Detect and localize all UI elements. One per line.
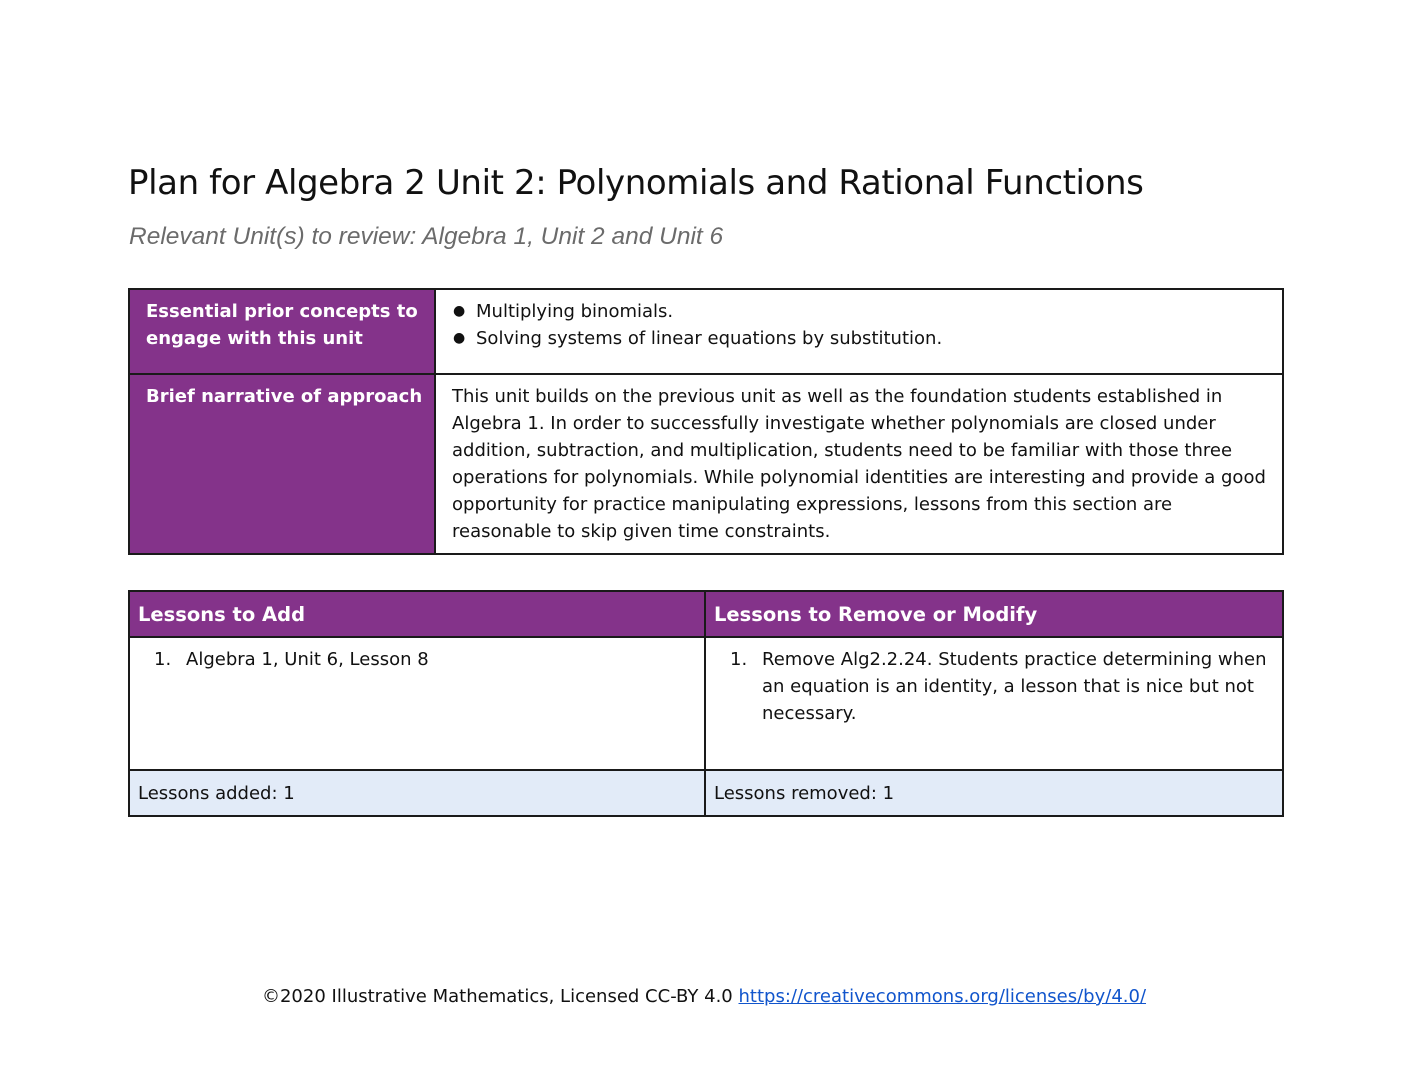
prior-concepts-cell: [435, 289, 1283, 374]
lessons-add-header: Lessons to Add: [129, 591, 705, 637]
list-item: [452, 325, 1266, 352]
footer: [0, 986, 1408, 1007]
lessons-added-count: Lessons added: 1: [129, 770, 705, 816]
lessons-add-cell: [129, 637, 705, 770]
list-number: 1.: [730, 649, 748, 670]
lessons-table: [128, 590, 1284, 817]
overview-table: [128, 288, 1284, 555]
lesson-remove-text: Remove Alg2.2.24. Students practice determining when an equation is an identity, a lesson that is nice but not necessary.: [762, 649, 1267, 724]
list-item: [452, 298, 1266, 325]
list-item: [138, 646, 694, 673]
bullet-icon: ●: [453, 303, 466, 319]
page-title: Plan for Algebra 2 Unit 2: Polynomials and Rational Functions: [128, 163, 1144, 203]
narrative-text: This unit builds on the previous unit as well as the foundation students established in Algebra 1. In order to successfully investigate whether polynomials are closed under addition, subtraction, and multiplication, students need to be familiar with those three operations for polynomials. While polynomial identities are interesting and provide a good opportunity for practice manipulating expressions, lessons from this section are reasonable to skip given time constraints.: [435, 374, 1283, 554]
lessons-remove-cell: [705, 637, 1283, 770]
lesson-add-text: Algebra 1, Unit 6, Lesson 8: [186, 649, 429, 670]
prior-concept-text: Solving systems of linear equations by substitution.: [476, 328, 943, 349]
lessons-add-list: [138, 646, 694, 673]
list-number: 1.: [154, 649, 172, 670]
lessons-list-row: [129, 637, 1283, 770]
narrative-label: Brief narrative of approach: [129, 374, 435, 554]
bullet-icon: ●: [453, 330, 466, 346]
lessons-remove-header: Lessons to Remove or Modify: [705, 591, 1283, 637]
lessons-count-row: [129, 770, 1283, 816]
lessons-header-row: [129, 591, 1283, 637]
copyright-text: ©2020 Illustrative Mathematics, Licensed CC-BY 4.0: [261, 986, 733, 1007]
lessons-removed-count: Lessons removed: 1: [705, 770, 1283, 816]
license-link[interactable]: https://creativecommons.org/licenses/by/4.0/: [738, 986, 1147, 1007]
lessons-remove-list: [714, 646, 1272, 727]
prior-concepts-list: [452, 298, 1266, 352]
prior-concepts-label: Essential prior concepts to engage with this unit: [129, 289, 435, 374]
narrative-row: [129, 374, 1283, 554]
list-item: [714, 646, 1272, 727]
prior-concept-text: Multiplying binomials.: [476, 301, 674, 322]
page-subtitle: Relevant Unit(s) to review: Algebra 1, Unit 2 and Unit 6: [129, 223, 724, 250]
prior-concepts-row: [129, 289, 1283, 374]
